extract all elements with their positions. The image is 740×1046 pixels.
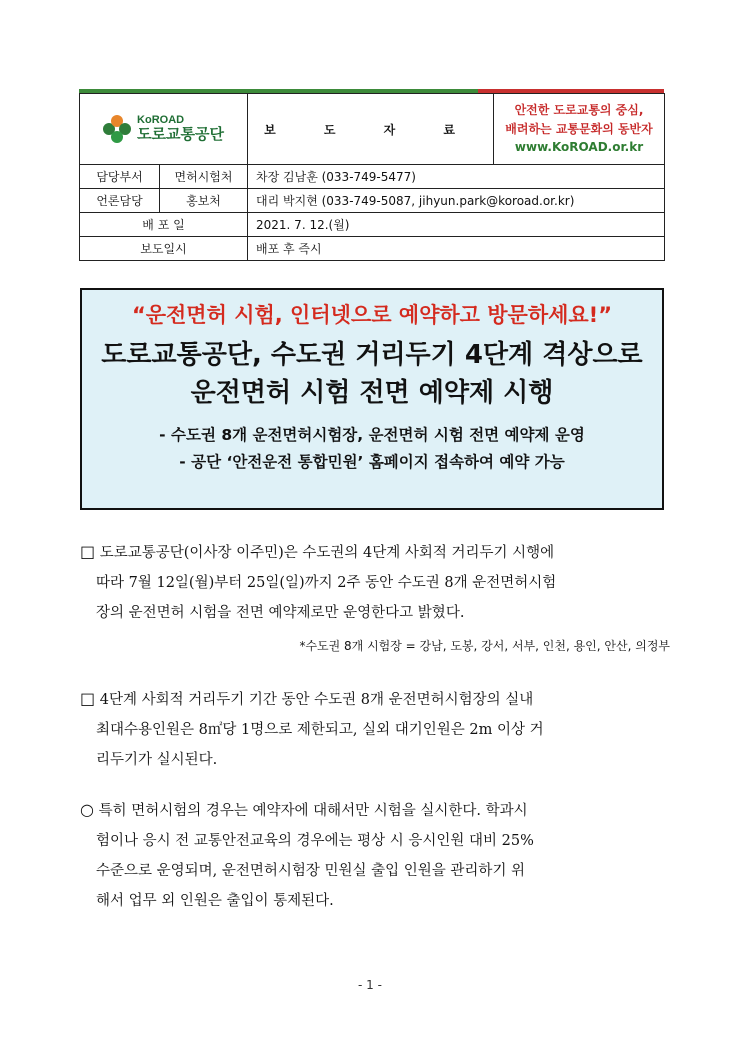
press-contact: 대리 박지현 (033-749-5087, jihyun.park@koroad.or.kr) bbox=[248, 189, 665, 213]
paragraph-2-line-3: 리두기가 실시된다. bbox=[96, 752, 218, 768]
dept-name: 면허시험처 bbox=[160, 165, 248, 189]
slogan-url: www.KoROAD.or.kr bbox=[514, 140, 644, 155]
press-release-header-table bbox=[79, 93, 665, 261]
clover-logo-icon bbox=[103, 115, 131, 143]
paragraph-3-line-1: 특히 면허시험의 경우는 예약자에 대해서만 시험을 실시한다. 학과시 bbox=[98, 803, 528, 819]
press-label: 언론담당 bbox=[80, 189, 160, 213]
distribution-date-value: 2021. 7. 12.(월) bbox=[248, 213, 665, 237]
headline-sub-line-1: - 수도권 8개 운전면허시험장, 운전면허 시험 전면 예약제 운영 bbox=[159, 426, 585, 445]
paragraph-1 bbox=[80, 537, 670, 628]
paragraph-1-line-1: 도로교통공단(이사장 이주민)은 수도권의 4단계 사회적 거리두기 시행에 bbox=[99, 545, 555, 561]
test-center-note: *수도권 8개 시험장 = 강남, 도봉, 강서, 서부, 인천, 용인, 안산, 의정부 bbox=[299, 639, 670, 653]
paragraph-1-line-2: 따라 7월 12일(월)부터 25일(일)까지 2주 동안 수도권 8개 운전면허시험 bbox=[96, 575, 557, 591]
paragraph-3 bbox=[80, 795, 670, 916]
logo-korean-text: 도로교통공단 bbox=[137, 124, 224, 143]
document-title: 보 도 자 료 bbox=[248, 94, 494, 165]
paragraph-2 bbox=[80, 684, 670, 775]
paragraph-2-line-1: 4단계 사회적 거리두기 기간 동안 수도권 8개 운전면허시험장의 실내 bbox=[99, 692, 534, 708]
page-number: - 1 - bbox=[358, 978, 382, 992]
slogan-line-2: 배려하는 교통문화의 동반자 bbox=[505, 121, 653, 136]
dept-contact: 차장 김남훈 (033-749-5477) bbox=[248, 165, 665, 189]
slogan-cell bbox=[494, 94, 665, 165]
square-bullet-icon: □ bbox=[80, 689, 96, 708]
paragraph-3-line-2: 험이나 응시 전 교통안전교육의 경우에는 평상 시 응시인원 대비 25% bbox=[96, 833, 534, 849]
headline-main-line-1: 도로교통공단, 수도권 거리두기 4단계 격상으로 bbox=[101, 340, 643, 370]
square-bullet-icon: □ bbox=[80, 542, 96, 561]
headline-main-line-2: 운전면허 시험 전면 예약제 시행 bbox=[190, 377, 554, 408]
release-time-label: 보도일시 bbox=[80, 237, 248, 261]
headline-box bbox=[80, 288, 664, 510]
press-dept: 홍보처 bbox=[160, 189, 248, 213]
logo-english-text: KoROAD bbox=[137, 114, 185, 127]
headline-quote: “운전면허 시험, 인터넷으로 예약하고 방문하세요!” bbox=[131, 303, 613, 327]
paragraph-3-line-4: 해서 업무 외 인원은 출입이 통제된다. bbox=[96, 893, 334, 909]
paragraph-3-line-3: 수준으로 운영되며, 운전면허시험장 민원실 출입 인원을 관리하기 위 bbox=[96, 863, 526, 879]
paragraph-1-line-3: 장의 운전면허 시험을 전면 예약제로만 운영한다고 밝혔다. bbox=[96, 605, 465, 621]
koroad-logo bbox=[80, 115, 247, 143]
dept-label: 담당부서 bbox=[80, 165, 160, 189]
circle-bullet-icon: ○ bbox=[80, 800, 94, 819]
logo-cell bbox=[80, 94, 248, 165]
distribution-date-label: 배 포 일 bbox=[80, 213, 248, 237]
paragraph-2-line-2: 최대수용인원은 8㎡당 1명으로 제한되고, 실외 대기인원은 2m 이상 거 bbox=[96, 722, 544, 738]
headline-sub-line-2: - 공단 ‘안전운전 통합민원’ 홈페이지 접속하여 예약 가능 bbox=[179, 452, 565, 471]
release-time-value: 배포 후 즉시 bbox=[248, 237, 665, 261]
slogan-line-1: 안전한 도로교통의 중심, bbox=[514, 103, 644, 118]
